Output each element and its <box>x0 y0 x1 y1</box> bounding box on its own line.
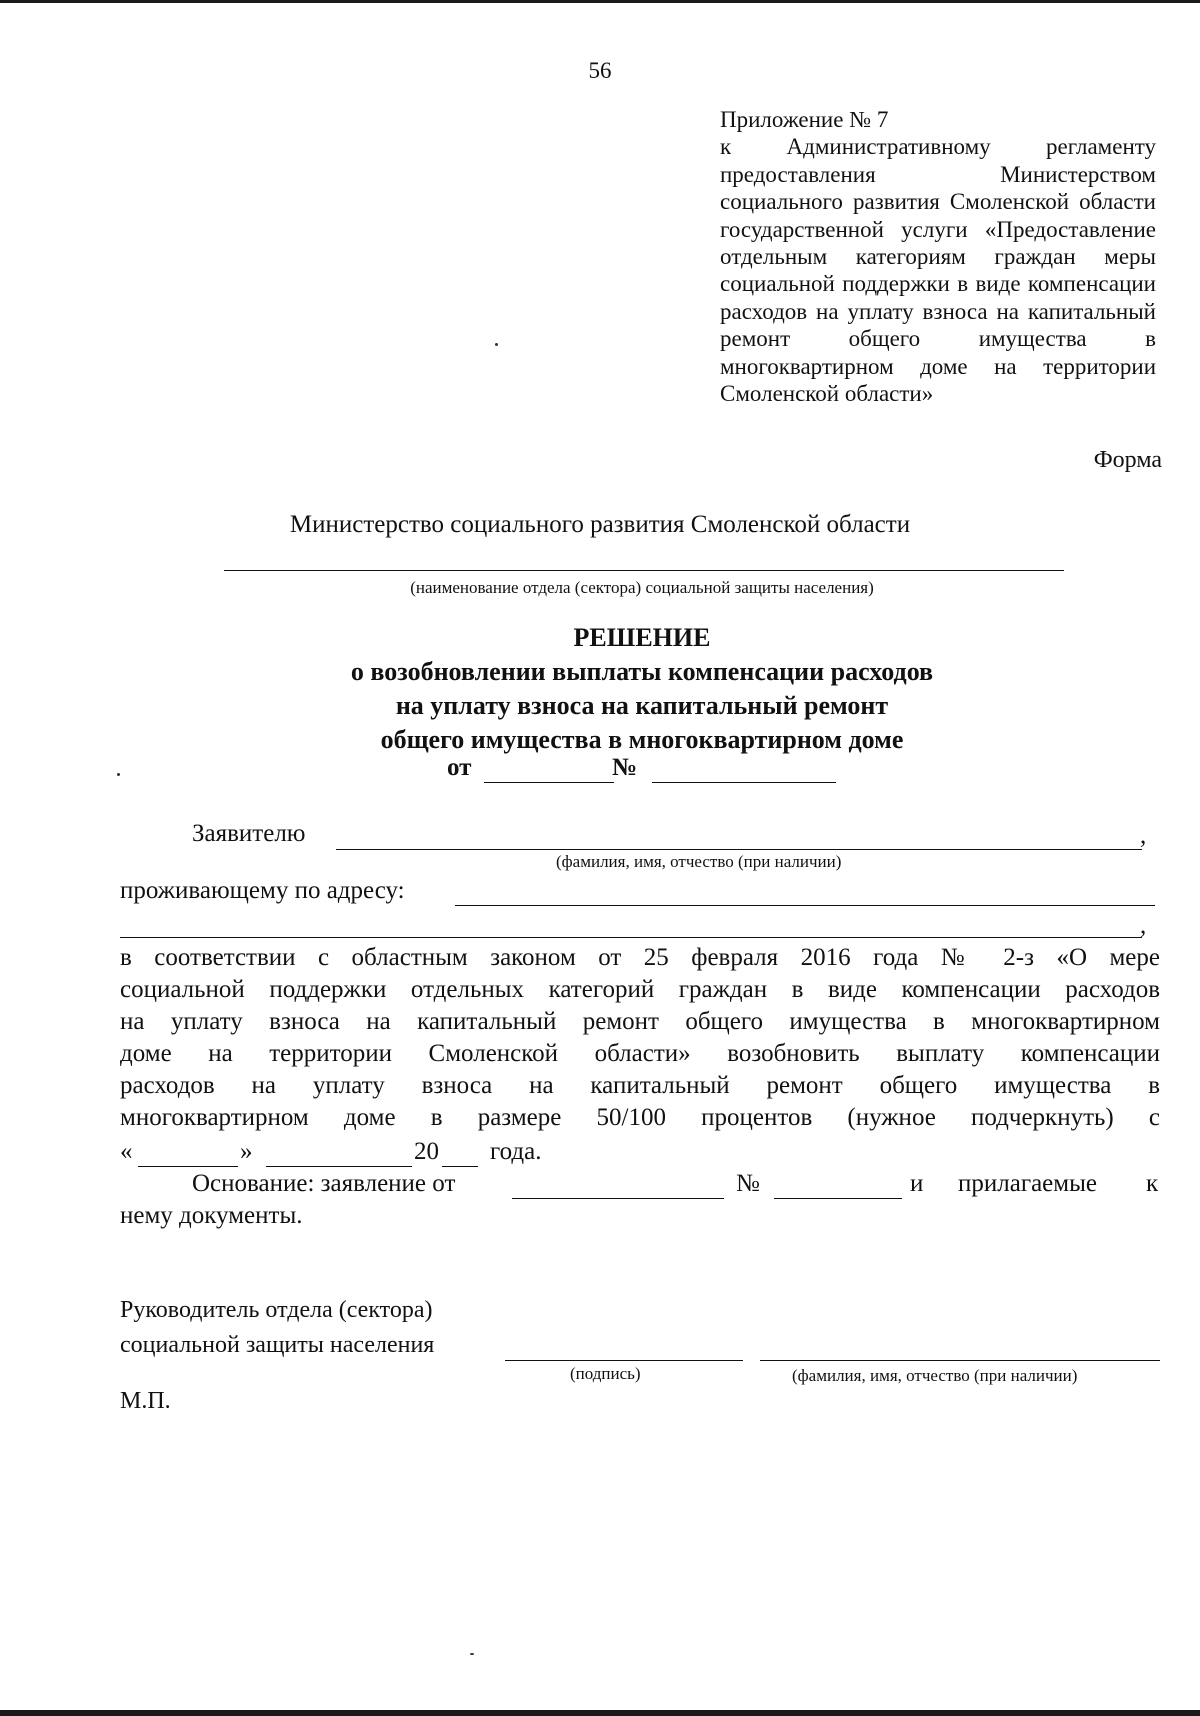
applicant-name-caption: (фамилия, имя, отчество (при наличии) <box>556 852 842 871</box>
date-open-quote: « <box>120 1138 133 1165</box>
scan-speck <box>470 1653 474 1655</box>
basis-and: и <box>910 1170 924 1197</box>
decision-line-3: общего имущества в многоквартирном доме <box>380 725 904 754</box>
address-line-1 <box>455 905 1155 906</box>
body-line-6: многоквартирном доме в размере 50/100 процентов (нужное подчеркнуть) с <box>120 1104 1160 1131</box>
scan-speck <box>117 773 120 776</box>
signature-line <box>505 1360 743 1361</box>
body-line-1: в соответствии с областным законом от 25 февраля 2016 года № 2-з «О мере <box>120 944 1160 971</box>
ministry-name: Министерство социального развития Смоленской области <box>289 511 911 538</box>
decision-date-label: от <box>447 754 472 781</box>
body-line-2: социальной поддержки отдельных категорий граждан в виде компенсации расходов <box>120 976 1160 1003</box>
decision-number-label: № <box>612 754 638 781</box>
date-year-suffix: года. <box>490 1138 542 1165</box>
appendix-text: к Административному регламенту предоставления Министерством социального развития Смоленской области государственной услуги «Предоставление отдельным категориям граждан меры социальной поддержки в виде компенсации расходов на уплату взноса на капитальный ремонт общего имущества в многоквартирном доме на территории Смоленской области» <box>720 134 1156 407</box>
signatory-title-line-2: социальной защиты населения <box>120 1332 435 1358</box>
decision-line-1: о возобновлении выплаты компенсации расходов <box>350 657 934 686</box>
date-year-line <box>442 1166 478 1167</box>
body-line-4: доме на территории Смоленской области» возобновить выплату компенсации <box>120 1040 1160 1067</box>
basis-label: Основание: заявление от <box>192 1170 456 1197</box>
appendix-block <box>720 106 1156 407</box>
date-month-line <box>266 1166 412 1167</box>
date-year-prefix: 20 <box>414 1138 439 1165</box>
applicant-comma: , <box>1140 822 1147 849</box>
scan-edge-top <box>0 0 1200 3</box>
form-label: Форма <box>1093 447 1162 473</box>
scan-speck <box>495 343 498 346</box>
decision-title <box>0 621 1200 757</box>
body-paragraph <box>120 942 1160 1134</box>
applicant-name-line <box>336 849 1142 850</box>
basis-end: нему документы. <box>120 1202 303 1229</box>
basis-k: к <box>1146 1170 1159 1197</box>
signatory-title-line-1: Руководитель отдела (сектора) <box>120 1297 433 1323</box>
appendix-title: Приложение № 7 <box>720 107 889 132</box>
address-label: проживающему по адресу: <box>120 877 405 904</box>
decision-date-line <box>484 782 614 783</box>
date-day-line <box>138 1166 238 1167</box>
date-close-quote: » <box>240 1138 253 1165</box>
address-comma: , <box>1140 912 1147 939</box>
basis-date-line <box>512 1198 724 1199</box>
decision-line-2: на уплату взноса на капитальный ремонт <box>395 691 889 720</box>
page-number: 56 <box>588 58 612 83</box>
department-line <box>224 570 1064 571</box>
body-line-3: на уплату взноса на капитальный ремонт общего имущества в многоквартирном <box>120 1008 1160 1035</box>
department-caption: (наименование отдела (сектора) социальной защиты населения) <box>410 578 874 597</box>
basis-number-line <box>774 1198 902 1199</box>
body-line-5: расходов на уплату взноса на капитальный ремонт общего имущества в <box>120 1072 1160 1099</box>
basis-number-label: № <box>736 1170 760 1197</box>
signatory-name-caption: (фамилия, имя, отчество (при наличии) <box>792 1366 1078 1385</box>
signature-caption: (подпись) <box>570 1364 641 1383</box>
decision-number-line <box>652 782 836 783</box>
stamp-place: М.П. <box>120 1388 171 1414</box>
address-line-2 <box>120 937 1142 938</box>
scan-edge-bottom <box>0 1710 1200 1716</box>
decision-heading: РЕШЕНИЕ <box>573 623 711 652</box>
applicant-label: Заявителю <box>192 820 306 847</box>
signatory-name-line <box>760 1360 1160 1361</box>
basis-attached: прилагаемые <box>958 1170 1097 1197</box>
